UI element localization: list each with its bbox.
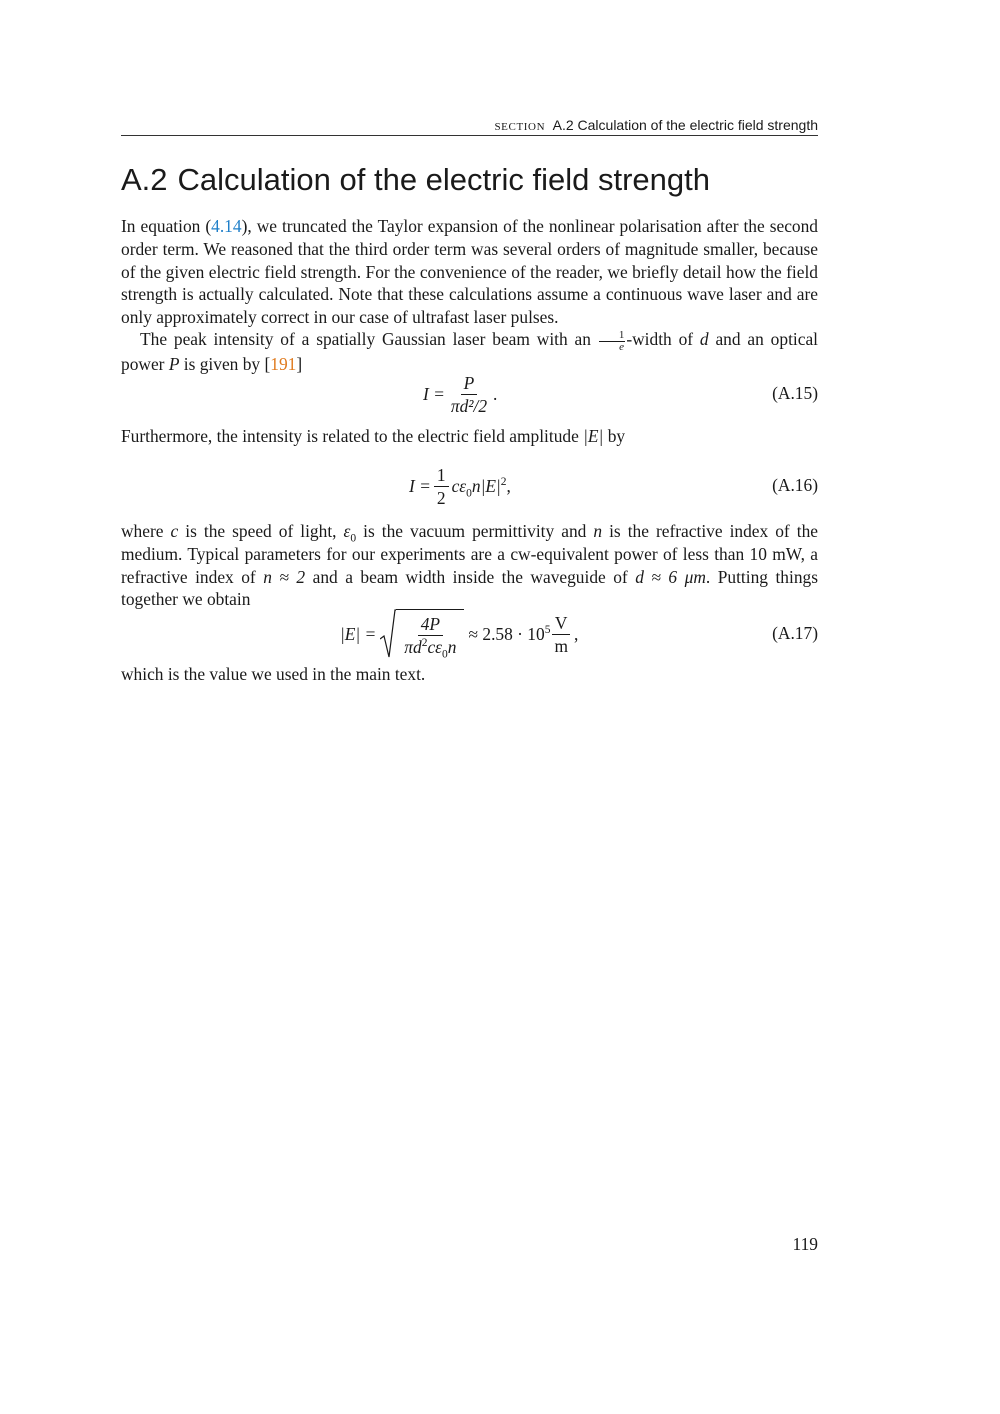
paragraph-intro — [121, 215, 818, 329]
text-run: is the vacuum permittivity and — [356, 521, 594, 541]
fraction-numerator: 1 — [434, 465, 449, 487]
text-run: -width of — [626, 329, 700, 349]
fraction-denominator: πd²/2 — [450, 395, 488, 416]
equation-a17 — [121, 608, 818, 660]
equation-tag: (A.17) — [772, 623, 818, 643]
fraction-numerator: 4P — [418, 614, 443, 636]
rhs-part: cε — [451, 475, 467, 496]
section-title: Calculation of the electric field strength — [177, 162, 710, 197]
equation-a15 — [121, 370, 818, 418]
equation-approx — [468, 624, 550, 645]
header-title: A.2 Calculation of the electric field strength — [552, 117, 818, 133]
text-run: where — [121, 521, 171, 541]
den-superscript: 2 — [421, 637, 428, 650]
text-run: is the speed of light, — [178, 521, 344, 541]
den-part: n — [447, 637, 457, 657]
text-run: ] — [296, 353, 303, 374]
equation-lhs: I = — [409, 475, 431, 496]
equation-lhs: |E| = — [340, 623, 377, 644]
equation-fraction — [401, 614, 459, 661]
den-part: πd — [404, 637, 422, 657]
text-run: is given by [ — [179, 353, 271, 374]
fraction-denominator — [401, 636, 459, 661]
equation-tag: (A.16) — [772, 475, 818, 495]
math-inline: d ≈ 6 μm — [635, 566, 706, 587]
paragraph-conclusion: which is the value we used in the main text. — [121, 664, 426, 684]
math-subscript: 0 — [350, 532, 357, 545]
text-run: and a beam width inside the waveguide of — [305, 566, 636, 587]
text-run: , a refractive index of — [121, 543, 818, 587]
square-root — [380, 609, 464, 659]
unit-numerator: V — [552, 613, 571, 635]
section-number: A.2 — [121, 162, 168, 197]
text-run: In equation ( — [121, 216, 212, 236]
header-section-label: SECTION — [494, 121, 546, 133]
section-heading — [121, 160, 710, 200]
rhs-subscript: 0 — [466, 486, 472, 499]
equation-punct: , — [506, 475, 511, 496]
den-subscript: 0 — [442, 648, 448, 661]
text-run: Furthermore, the intensity is related to the electric field amplitude — [121, 426, 584, 446]
text-run: . Putting things together we obtain — [121, 566, 818, 610]
math-var: d — [699, 329, 709, 349]
running-header — [121, 116, 818, 136]
text-run: and an optical power — [121, 329, 819, 374]
equation-rhs — [452, 476, 507, 497]
rhs-superscript: 2 — [500, 475, 507, 488]
paragraph-intensity-relation — [121, 425, 818, 448]
page-number: 119 — [792, 1234, 818, 1254]
text-run: is the refractive index of the medium. Typical parameters for our experiments are a cw-equivalent power of less than — [121, 521, 818, 564]
math-var: ε — [343, 521, 351, 541]
paragraph-parameters — [121, 520, 818, 611]
radicand — [396, 609, 464, 659]
fraction-denominator: 2 — [436, 487, 446, 508]
fraction-denominator: e — [619, 340, 624, 353]
math-inline: 10 mW — [749, 543, 801, 564]
fraction-numerator: 1 — [599, 330, 626, 342]
approx-value: ≈ 2.58 · 10 — [468, 623, 545, 644]
equation-fraction — [434, 465, 449, 508]
equation-a16 — [121, 462, 818, 510]
equation-fraction — [448, 373, 490, 416]
citation-link[interactable]: 191 — [270, 353, 297, 374]
exponent: 5 — [544, 623, 551, 636]
text-run: The peak intensity of a spatially Gaussian laser beam with an — [140, 329, 598, 349]
fraction-numerator: P — [461, 373, 478, 395]
den-part: cε — [427, 637, 443, 657]
rhs-part: n|E| — [471, 475, 501, 496]
math-var: n — [593, 521, 603, 541]
inline-fraction — [599, 330, 626, 353]
text-run: by — [603, 426, 626, 446]
equation-tag: (A.15) — [772, 383, 818, 403]
math-inline: |E| — [583, 426, 604, 446]
paragraph-peak-intensity — [121, 328, 818, 375]
unit-fraction — [551, 613, 571, 656]
radical-sign — [380, 609, 396, 659]
unit-denominator: m — [554, 635, 568, 656]
math-var: P — [168, 353, 180, 374]
text-run: ), we truncated the Taylor expansion of the nonlinear polarisation after the second order term. We reasoned that the third order term was several orders of magnitude smaller, because of the given electric field strength. For the convenience of the reader, we briefly detail how the field strength is actually calculated. Note that these calculations assume a continuous wave laser and are only approximately correct in our case of ultrafast laser pulses. — [121, 216, 818, 328]
math-inline: n ≈ 2 — [263, 566, 306, 587]
equation-punct: , — [573, 623, 579, 644]
equation-punct: . — [493, 383, 498, 404]
math-var: c — [170, 521, 179, 541]
equation-lhs: I = — [423, 383, 445, 404]
equation-ref-link[interactable]: 4.14 — [211, 216, 242, 236]
